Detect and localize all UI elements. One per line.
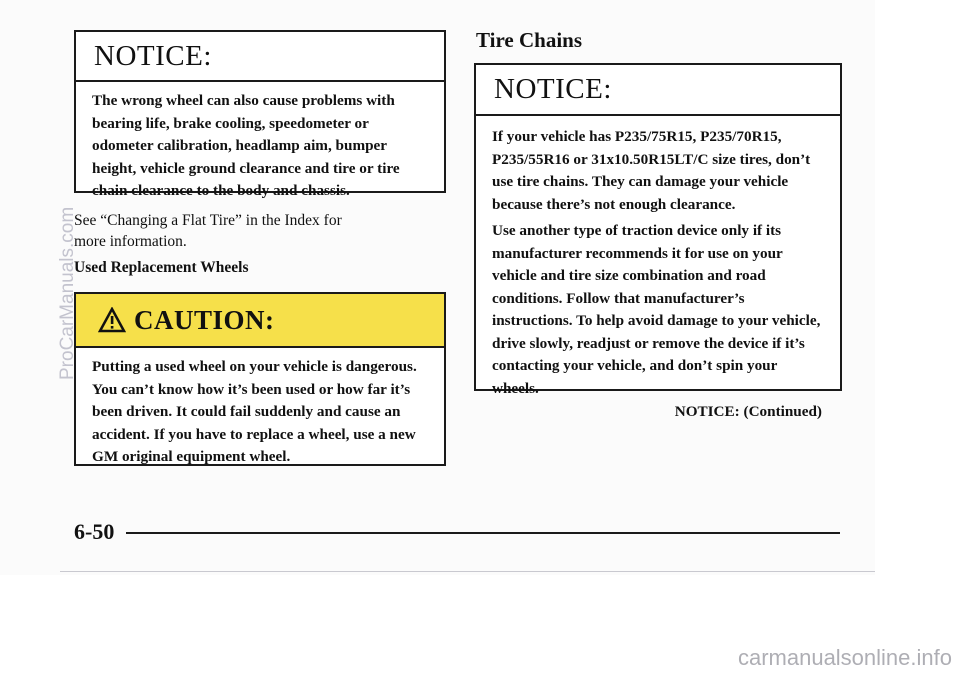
see-index-line-2: more information. bbox=[74, 233, 187, 250]
side-watermark: ProCarManuals.com bbox=[57, 206, 78, 380]
caution-body bbox=[76, 348, 444, 469]
right-notice-title: NOTICE: bbox=[494, 73, 612, 105]
footer-rule bbox=[126, 532, 840, 534]
used-wheels-heading: Used Replacement Wheels bbox=[74, 259, 249, 276]
tire-chains-heading: Tire Chains bbox=[476, 28, 583, 52]
caution-title: CAUTION: bbox=[134, 304, 275, 335]
caution-text: Putting a used wheel on your vehicle is dangerous. You can’t know how it’s been used or how far it’s been driven. It could fail suddenly and cause an accident. If you have to replace a wheel, use a new GM original equipment wheel. bbox=[92, 358, 417, 465]
page-number: 6-50 bbox=[74, 519, 115, 544]
right-notice-box bbox=[474, 63, 842, 420]
right-notice-body bbox=[476, 116, 840, 424]
see-index-line-1: See “Changing a Flat Tire” in the Index for bbox=[74, 212, 342, 229]
notice-continued-label: NOTICE: (Continued) bbox=[674, 403, 822, 420]
right-notice-paragraph-1: If your vehicle has P235/75R15, P235/70R15, P235/55R16 or 31x10.50R15LT/C size tires, don’t use tire chains. They can damage your vehicle because there’s not enough clearance. bbox=[492, 128, 811, 213]
left-notice-body bbox=[76, 82, 444, 203]
right-notice-paragraph-2: Use another type of traction device only if its manufacturer recommends it for use on your vehicle and tire size combination and road conditions. Follow that manufacturer’s instructions. To help avoid damage to your vehicle, drive slowly, readjust or remove the device if it’s contacting your vehicle, and don’t spin your wheels. bbox=[492, 222, 821, 397]
bottom-watermark: carmanualsonline.info bbox=[737, 645, 952, 670]
left-notice-text: The wrong wheel can also cause problems with bearing life, brake cooling, speedometer or odometer calibration, headlamp aim, bumper height, vehicle ground clearance and tire or tire chain clearance to the body and chassis. bbox=[92, 92, 400, 199]
caution-header bbox=[76, 294, 444, 348]
see-index-text bbox=[74, 210, 454, 252]
caution-box bbox=[74, 292, 446, 466]
left-notice-title: NOTICE: bbox=[94, 39, 212, 72]
page-bottom-edge bbox=[60, 571, 875, 572]
left-notice-box bbox=[74, 30, 446, 199]
left-notice-header bbox=[76, 32, 444, 82]
right-notice-header bbox=[476, 65, 840, 116]
warning-triangle-icon bbox=[98, 307, 126, 333]
